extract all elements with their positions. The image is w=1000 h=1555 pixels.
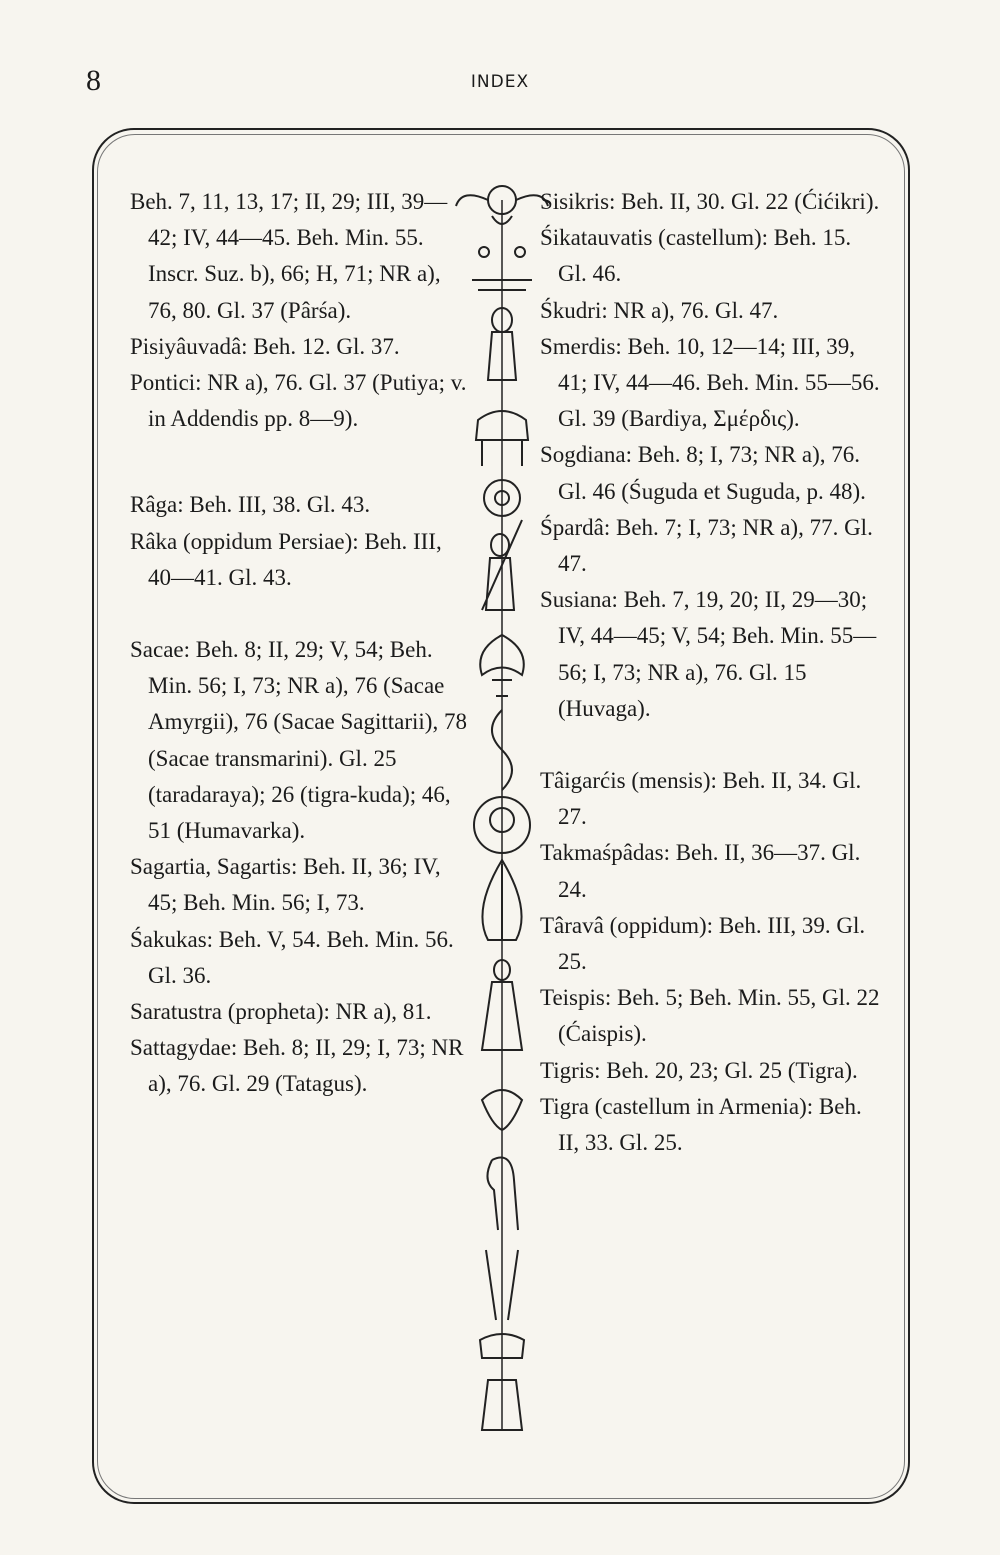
index-entry: Teispis: Beh. 5; Beh. Min. 55, Gl. 22 (Ćaispis).: [540, 985, 880, 1047]
index-entry: Susiana: Beh. 7, 19, 20; II, 29—30; IV, 44—45; V, 54; Beh. Min. 55—56; I, 73; NR a), 76. Gl. 15 (Huvaga).: [540, 587, 877, 721]
index-entry: Śakukas: Beh. V, 54. Beh. Min. 56. Gl. 36.: [130, 926, 454, 988]
page-number: 8: [86, 64, 101, 97]
index-entry: Sogdiana: Beh. 8; I, 73; NR a), 76. Gl. 46 (Śuguda et Suguda, p. 48).: [540, 442, 866, 504]
index-entry: Tâigarćis (mensis): Beh. II, 34. Gl. 27.: [540, 768, 862, 830]
index-entry: Pontici: NR a), 76. Gl. 37 (Putiya; v. in Addendis pp. 8—9).: [130, 370, 467, 432]
index-entry: Sisikris: Beh. II, 30. Gl. 22 (Ćićikri).: [540, 189, 880, 214]
index-entry: Tigra (castellum in Armenia): Beh. II, 33. Gl. 25.: [540, 1093, 862, 1156]
index-entry: Sagartia, Sagartis: Beh. II, 36; IV, 45; Beh. Min. 56; I, 73.: [130, 854, 441, 916]
index-entry: Takmaśpâdas: Beh. II, 36—37. Gl. 24.: [540, 840, 861, 902]
running-head: INDEX: [470, 72, 530, 92]
index-entry: Śikatauvatis (castellum): Beh. 15. Gl. 46.: [540, 225, 852, 287]
index-entry: Tigris: Beh. 20, 23; Gl. 25 (Tigra).: [540, 1057, 858, 1083]
index-entry: Beh. 7, 11, 13, 17; II, 29; III, 39—42; IV, 44—45. Beh. Min. 55. Inscr. Suz. b), 66; H, 71; NR a), 76, 80. Gl. 37 (Pârśa).: [130, 189, 448, 323]
index-entry: Smerdis: Beh. 10, 12—14; III, 39, 41; IV, 44—46. Beh. Min. 55—56. Gl. 39 (Bardiya, Σμέρδις).: [540, 333, 880, 432]
index-entry: Śkudri: NR a), 76. Gl. 47.: [540, 297, 779, 323]
index-entry: Sacae: Beh. 8; II, 29; V, 54; Beh. Min. 56; I, 73; NR a), 76 (Sacae Amyrgii), 76 (Sacae Sagittarii), 78 (Sacae transmarini). Gl. 25 (taradaraya); 26 (tigra-kuda); 46, 51 (Humavarka).: [130, 637, 467, 844]
index-column-left: [130, 184, 468, 1424]
index-entry: Râga: Beh. III, 38. Gl. 43.: [130, 492, 371, 518]
index-entry: Saratustra (propheta): NR a), 81.: [130, 999, 432, 1025]
index-entry: Râka (oppidum Persiae): Beh. III, 40—41. Gl. 43.: [130, 528, 442, 590]
index-column-right: [540, 184, 880, 1424]
index-entry: Târavâ (oppidum): Beh. III, 39. Gl. 25.: [540, 912, 866, 975]
index-entry: Sattagydae: Beh. 8; II, 29; I, 73; NR a), 76. Gl. 29 (Tatagus).: [130, 1035, 464, 1097]
index-entry: Śpardâ: Beh. 7; I, 73; NR a), 77. Gl. 47.: [540, 514, 873, 577]
index-entry: Pisiyâuvadâ: Beh. 12. Gl. 37.: [130, 333, 400, 359]
central-ornamental-column: [452, 140, 552, 1440]
